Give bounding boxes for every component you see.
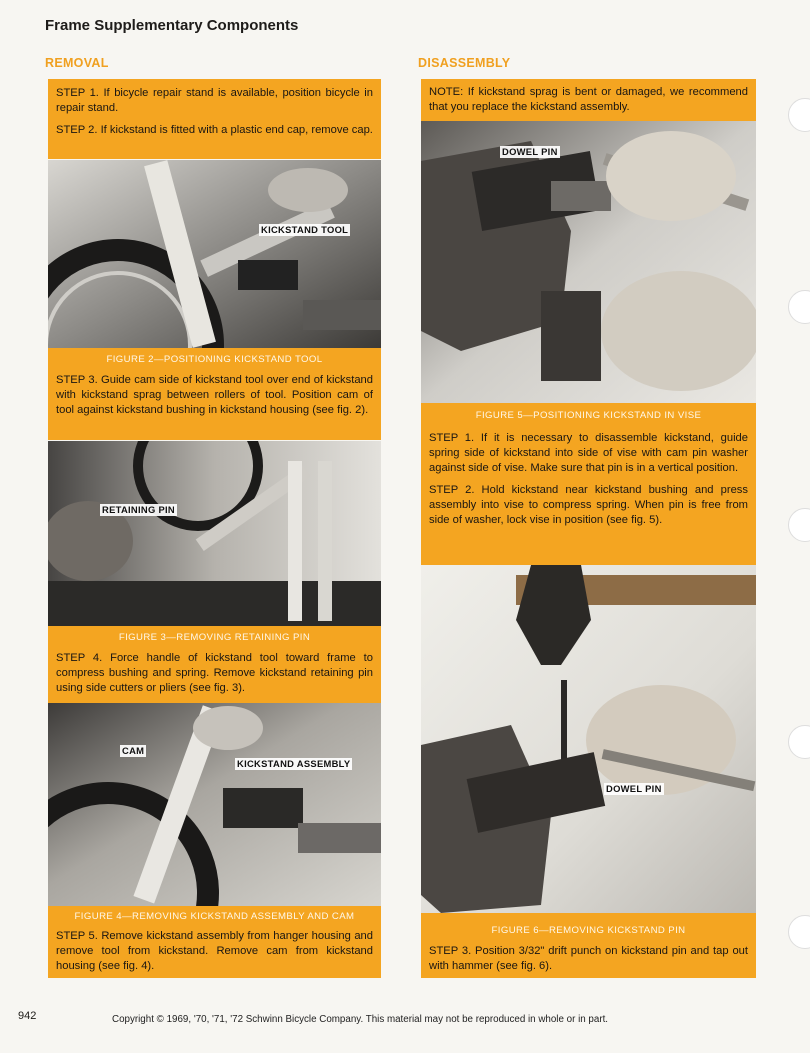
figure-5-caption-box xyxy=(421,403,756,565)
binder-hole-decoration xyxy=(788,725,810,759)
copyright-notice: Copyright © 1969, '70, '71, '72 Schwinn Bicycle Company. This material may not be reproduced in whole or in part. xyxy=(112,1014,609,1025)
removal-step-3: STEP 3. Guide cam side of kickstand tool over end of kickstand with kickstand sprag between rollers of tool. Position cam of tool against kickstand bushing in kickstand housing (see fig. 2). xyxy=(56,374,373,416)
kickstand-tool-label: KICKSTAND TOOL xyxy=(261,224,349,235)
removal-step-1: STEP 1. If bicycle repair stand is available, position bicycle in repair stand. xyxy=(56,87,373,114)
disassembly-step-2: STEP 2. Hold kickstand near kickstand bushing and press assembly into vise to compress spring. When pin is free from side of washer, lock vise in position (see fig. 5). xyxy=(429,484,748,526)
disassembly-step-1: STEP 1. If it is necessary to disassemble kickstand, guide spring side of kickstand into side of vise with cam pin washer against side of vise. Make sure that pin is in a vertical position. xyxy=(429,432,748,474)
binder-hole-decoration xyxy=(788,290,810,324)
binder-hole-decoration xyxy=(788,508,810,542)
kickstand-assembly-label: KICKSTAND ASSEMBLY xyxy=(237,758,351,769)
page-number: 942 xyxy=(18,1010,37,1022)
figure-5-caption: FIGURE 5—POSITIONING KICKSTAND IN VISE xyxy=(475,410,702,421)
figure-2-caption-box xyxy=(48,348,381,440)
figure-4-photo xyxy=(48,703,381,906)
disassembly-note: NOTE: If kickstand sprag is bent or damaged, we recommend that you replace the kickstand assembly. xyxy=(429,86,748,113)
figure-2-caption: FIGURE 2—POSITIONING KICKSTAND TOOL xyxy=(106,354,323,365)
figure-6-caption: FIGURE 6—REMOVING KICKSTAND PIN xyxy=(491,925,686,936)
cam-label: CAM xyxy=(122,745,145,756)
binder-hole-decoration xyxy=(788,915,810,949)
removal-step-4: STEP 4. Force handle of kickstand tool toward frame to compress bushing and spring. Remove kickstand retaining pin using side cutters or pliers (see fig. 3). xyxy=(56,652,373,694)
disassembly-heading: DISASSEMBLY xyxy=(418,56,511,70)
disassembly-note-box xyxy=(421,79,756,121)
figure-3-caption-box xyxy=(48,626,381,703)
figure-5-photo xyxy=(421,121,756,403)
removal-step-5: STEP 5. Remove kickstand assembly from hanger housing and remove tool from kickstand. Remove cam from kickstand housing (see fig. 4). xyxy=(56,930,373,972)
figure-2-photo xyxy=(48,160,381,348)
figure-4-caption: FIGURE 4—REMOVING KICKSTAND ASSEMBLY AND CAM xyxy=(74,911,355,922)
figure-3-caption: FIGURE 3—REMOVING RETAINING PIN xyxy=(118,632,311,643)
removal-heading: REMOVAL xyxy=(45,56,109,70)
retaining-pin-label: RETAINING PIN xyxy=(102,504,175,515)
figure-6-photo xyxy=(421,565,756,913)
disassembly-step-3: STEP 3. Position 3/32" drift punch on kickstand pin and tap out with hammer (see fig. 6). xyxy=(429,945,748,972)
binder-hole-decoration xyxy=(788,98,810,132)
figure-3-photo xyxy=(48,441,381,626)
figure-4-caption-box xyxy=(48,906,381,978)
removal-steps-1-2 xyxy=(48,79,381,159)
figure-6-caption-box xyxy=(421,913,756,978)
dowel-pin-label-fig5: DOWEL PIN xyxy=(502,146,558,157)
page-title: Frame Supplementary Components xyxy=(45,17,299,34)
removal-step-2: STEP 2. If kickstand is fitted with a plastic end cap, remove cap. xyxy=(56,124,373,136)
dowel-pin-label-fig6: DOWEL PIN xyxy=(606,783,662,794)
